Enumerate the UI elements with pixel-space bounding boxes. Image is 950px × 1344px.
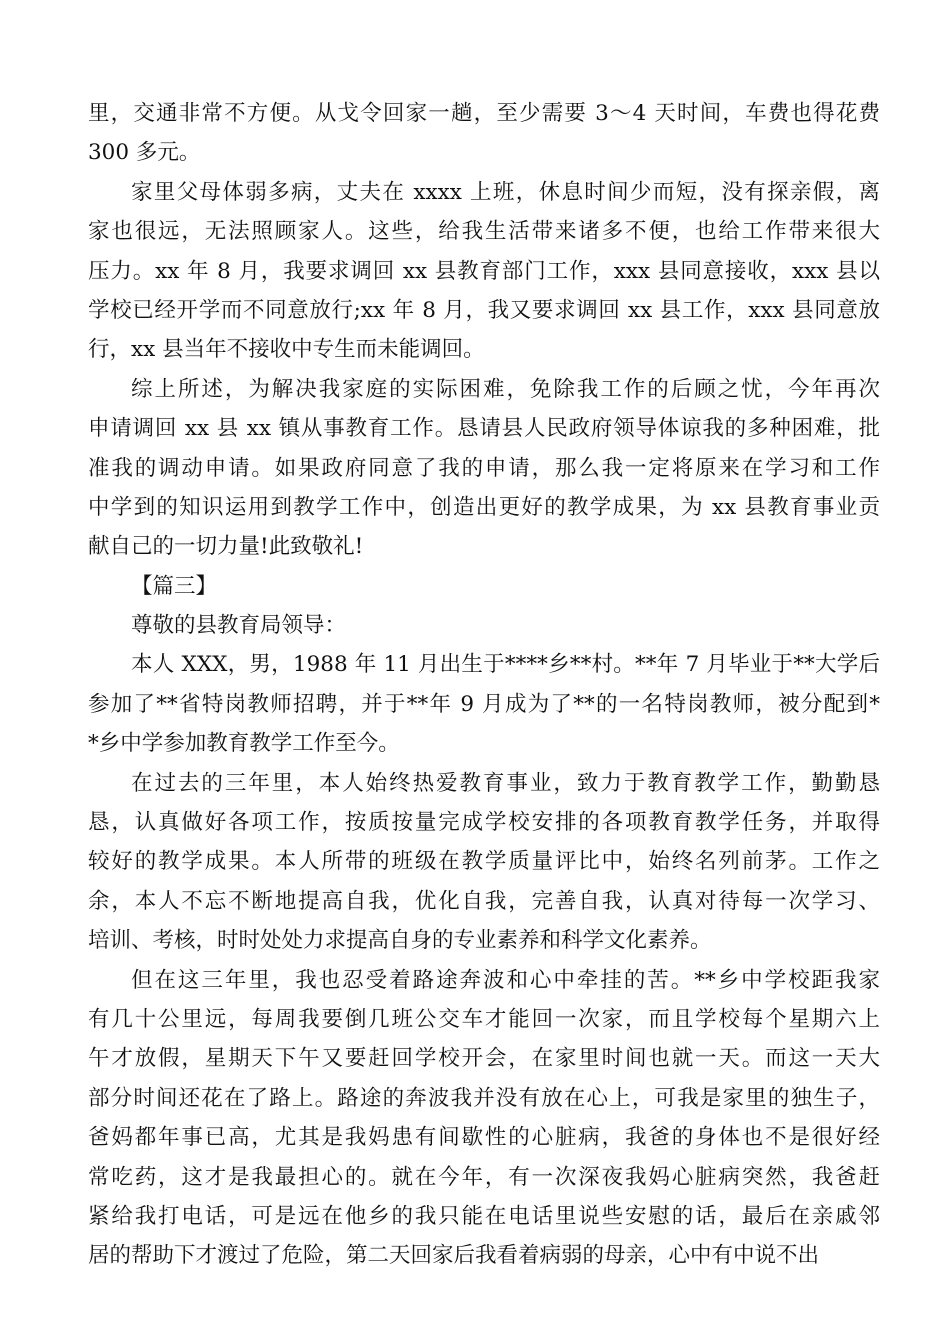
paragraph xyxy=(88,567,880,606)
document-page xyxy=(88,94,880,1276)
paragraph xyxy=(88,764,880,961)
paragraph-line: 行，xx 县当年不接收中专生而未能调回。 xyxy=(88,337,485,363)
paragraph-line: 较好的教学成果。本人所带的班级在教学质量评比中，始终名列前茅。工作之 xyxy=(88,849,880,875)
paragraph xyxy=(88,645,880,763)
paragraph-line: 里，交通非常不方便。从戈令回家一趟，至少需要 3～4 天时间，车费也得花费 xyxy=(88,101,880,126)
paragraph xyxy=(88,173,880,370)
paragraph xyxy=(88,370,880,567)
paragraph xyxy=(88,606,880,645)
paragraph-line: 常吃药，这才是我最担心的。就在今年，有一次深夜我妈心脏病突然，我爸赶 xyxy=(88,1164,880,1190)
paragraph-line: 余，本人不忘不断地提高自我，优化自我，完善自我，认真对待每一次学习、 xyxy=(88,888,880,914)
paragraph-line: *乡中学参加教育教学工作至今。 xyxy=(88,731,400,757)
paragraph-line: 部分时间还花在了路上。路途的奔波我并没有放在心上，可我是家里的独生子， xyxy=(88,1085,880,1111)
paragraph-line: 中学到的知识运用到教学工作中，创造出更好的教学成果，为 xx 县教育事业贡 xyxy=(88,494,880,520)
paragraph-line: 申请调回 xx 县 xx 镇从事教育工作。恳请县人民政府领导体谅我的多种困难，批 xyxy=(88,416,880,442)
paragraph xyxy=(88,94,880,173)
paragraph-line: 压力。xx 年 8 月，我要求调回 xx 县教育部门工作，xxx 县同意接收，xxx 县以 xyxy=(88,258,880,284)
paragraph-line: 恳，认真做好各项工作，按质按量完成学校安排的各项教育教学任务，并取得 xyxy=(88,810,880,836)
paragraph-line: 家也很远，无法照顾家人。这些，给我生活带来诸多不便，也给工作带来很大 xyxy=(88,219,880,245)
paragraph-line: 在过去的三年里，本人始终热爱教育事业，致力于教育教学工作，勤勤恳 xyxy=(131,770,880,796)
paragraph-line: 紧给我打电话，可是远在他乡的我只能在电话里说些安慰的话，最后在亲戚邻 xyxy=(88,1203,880,1229)
paragraph-line: 本人 XXX，男，1988 年 11 月出生于****乡**村。**年 7 月毕业于**大学后 xyxy=(131,652,880,678)
paragraph-line: 学校已经开学而不同意放行;xx 年 8 月，我又要求调回 xx 县工作，xxx 县同意放 xyxy=(88,297,880,323)
paragraph-line: 家里父母体弱多病，丈夫在 xxxx 上班，休息时间少而短，没有探亲假，离 xyxy=(131,179,880,205)
paragraph-line: 综上所述，为解决我家庭的实际困难，免除我工作的后顾之忧，今年再次 xyxy=(131,376,880,402)
paragraph-line: 居的帮助下才渡过了危险，第二天回家后我看着病弱的母亲，心中有中说不出 xyxy=(88,1243,820,1269)
paragraph-line: 爸妈都年事已高，尤其是我妈患有间歇性的心脏病，我爸的身体也不是很好经 xyxy=(88,1125,880,1151)
paragraph-line: 培训、考核，时时处处力求提高自身的专业素养和科学文化素养。 xyxy=(88,928,712,954)
paragraph-line: 参加了**省特岗教师招聘，并于**年 9 月成为了**的一名特岗教师，被分配到* xyxy=(88,691,880,717)
paragraph-line: 但在这三年里，我也忍受着路途奔波和心中牵挂的苦。**乡中学校距我家 xyxy=(131,967,880,993)
paragraph-line: 尊敬的县教育局领导： xyxy=(131,613,347,639)
paragraph-line: 300 多元。 xyxy=(88,140,201,166)
paragraph-line: 准我的调动申请。如果政府同意了我的申请，那么我一定将原来在学习和工作 xyxy=(88,455,880,481)
paragraph-line: 有几十公里远，每周我要倒几班公交车才能回一次家，而且学校每个星期六上 xyxy=(88,1006,880,1032)
paragraph-line: 【篇三】 xyxy=(131,573,218,599)
paragraph-line: 献自己的一切力量!此致敬礼! xyxy=(88,534,364,560)
paragraph xyxy=(88,961,880,1276)
paragraph-line: 午才放假，星期天下午又要赶回学校开会，在家里时间也就一天。而这一天大 xyxy=(88,1046,880,1072)
